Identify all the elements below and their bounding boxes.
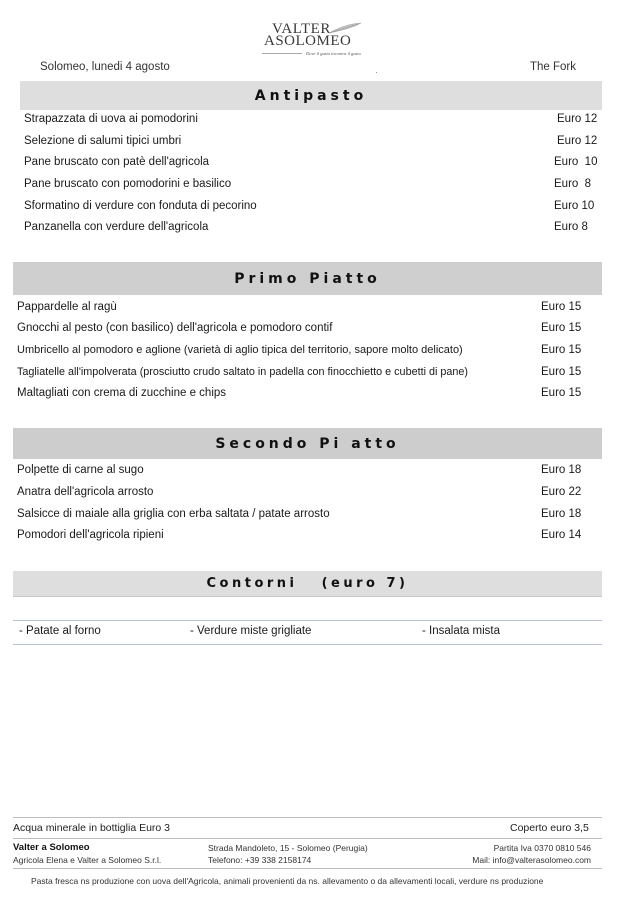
menu-item-price: Euro 15 (541, 301, 582, 313)
menu-item-price: Euro 12 (557, 135, 598, 147)
menu-item-name: Maltagliati con crema di zucchine e chips (17, 387, 227, 399)
section-title: Contorni (euro 7) (206, 576, 409, 591)
footer-divider (13, 838, 602, 839)
company-legal-name: Agricola Elena e Valter a Solomeo S.r.l. (13, 855, 162, 865)
section-title: Secondo Pi atto (215, 435, 400, 452)
production-note: Pasta fresca ns produzione con uova dell'Agricola, animali provenienti da ns. allevamento o da allevamenti locali, verdure ns produzione (31, 876, 544, 886)
divider (13, 620, 602, 621)
menu-item-price: Euro 18 (541, 464, 582, 476)
menu-item-name: Anatra dell'agricola arrosto (17, 486, 154, 498)
menu-item-price: Euro 15 (541, 366, 582, 378)
water-price: Acqua minerale in bottiglia Euro 3 (13, 822, 171, 834)
menu-item-name: Pomodori dell'agricola ripieni (17, 529, 164, 541)
menu-item-price: Euro 12 (557, 113, 598, 125)
menu-item-price: Euro 8 (554, 221, 588, 233)
section-header-secondo-piatto (13, 428, 602, 459)
side-dish-item: - Insalata mista (422, 625, 500, 637)
menu-item-name: Umbricello al pomodoro e aglione (varietà di aglio tipica del territorio, sapore molto delicato) (17, 344, 463, 356)
logo-text-line2: ASOLOMEO (264, 33, 352, 49)
section-header-antipasto (20, 81, 602, 110)
menu-item-price: Euro 15 (541, 322, 582, 334)
section-title: Antipasto (254, 87, 368, 104)
dot-mark (376, 72, 377, 73)
menu-item-price: Euro 14 (541, 529, 582, 541)
menu-item-name: Pane bruscato con patè dell'agricola (24, 156, 210, 168)
menu-item-name: Sformatino di verdure con fonduta di pecorino (24, 200, 257, 212)
side-dish-item: - Verdure miste grigliate (190, 625, 312, 637)
menu-item-name: Panzanella con verdure dell'agricola (24, 221, 209, 233)
menu-item-price: Euro 15 (541, 387, 582, 399)
vat-number: Partita Iva 0370 0810 546 (493, 843, 591, 853)
menu-item-name: Polpette di carne al sugo (17, 464, 144, 476)
logo-text-line1: VALTER (272, 21, 331, 37)
menu-item-name: Pane bruscato con pomodorini e basilico (24, 178, 232, 190)
restaurant-logo (262, 22, 368, 56)
section-title: Primo Piatto (234, 270, 381, 287)
menu-item-price: Euro 22 (541, 486, 582, 498)
menu-item-price: Euro 8 (554, 178, 592, 190)
source-label: The Fork (530, 61, 577, 73)
footer-divider (13, 868, 602, 869)
footer-divider (13, 817, 602, 818)
menu-item-name: Strapazzata di uova ai pomodorini (24, 113, 198, 125)
cover-charge: Coperto euro 3,5 (510, 822, 589, 834)
email: Mail: info@valterasolomeo.com (472, 855, 591, 865)
location-date: Solomeo, lunedi 4 agosto (40, 61, 170, 73)
menu-item-name: Salsicce di maiale alla griglia con erba saltata / patate arrosto (17, 508, 330, 520)
menu-item-name: Selezione di salumi tipici umbri (24, 135, 182, 147)
phone: Telefono: +39 338 2158174 (208, 855, 312, 865)
company-name: Valter a Solomeo (13, 842, 90, 853)
side-dish-item: - Patate al forno (19, 625, 101, 637)
logo-tagline: Dove il gusto incontra il gusto (306, 51, 361, 56)
menu-item-name: Tagliatelle all'impolverata (prosciutto crudo saltato in padella con finocchietto e cubetti di pane) (17, 366, 468, 378)
section-header-primo-piatto (13, 262, 602, 295)
divider (13, 644, 602, 645)
menu-item-price: Euro 15 (541, 344, 582, 356)
logo-divider (262, 53, 302, 54)
menu-item-price: Euro 10 (554, 200, 595, 212)
menu-item-price: Euro 18 (541, 508, 582, 520)
menu-item-name: Gnocchi al pesto (con basilico) dell'agricola e pomodoro contif (17, 322, 333, 334)
address: Strada Mandoleto, 15 - Solomeo (Perugia) (208, 843, 368, 853)
menu-item-price: Euro 10 (554, 156, 598, 168)
section-header-contorni (13, 571, 602, 597)
menu-item-name: Pappardelle al ragù (17, 301, 117, 313)
